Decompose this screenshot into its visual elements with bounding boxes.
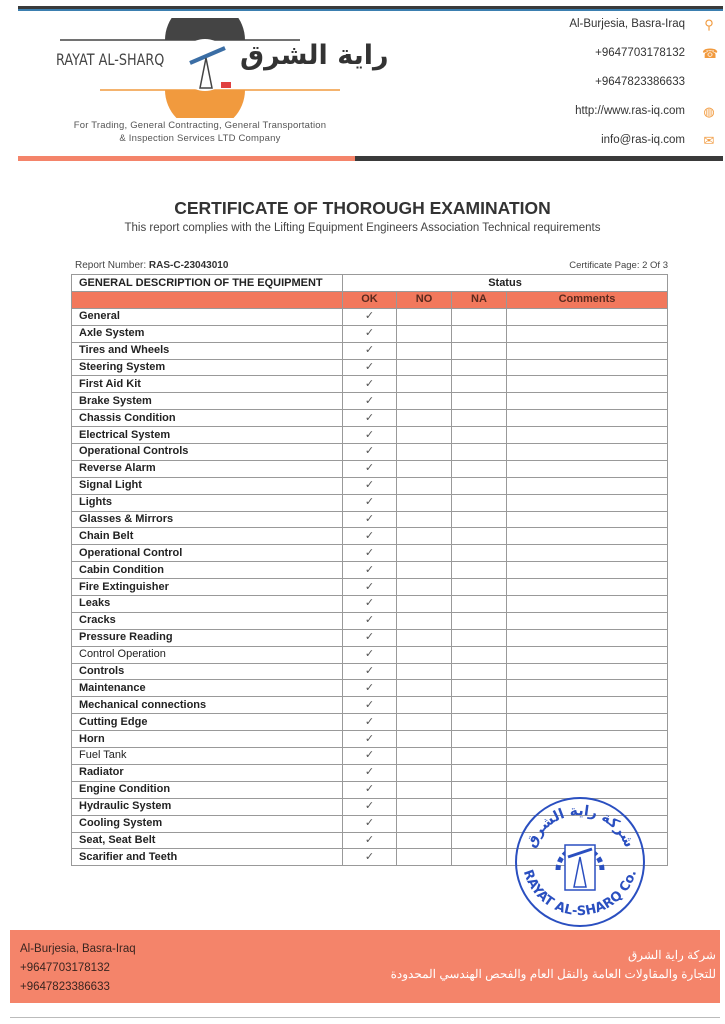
ok-cell: ✓ [343,511,397,528]
tagline-line: & Inspection Services LTD Company [119,133,281,144]
item-name: Cabin Condition [72,562,343,579]
contact-phone-2: +9647823386633 [595,76,685,88]
item-name: First Aid Kit [72,376,343,393]
no-cell [397,629,452,646]
footer-arabic-description: للتجارة والمقاولات العامة والنقل العام والفحص الهندسي المحدودة [390,967,716,981]
ok-cell: ✓ [343,849,397,866]
ok-cell: ✓ [343,663,397,680]
ok-cell: ✓ [343,562,397,579]
footer-address: Al-Burjesia, Basra-Iraq [20,943,136,955]
table-row [72,359,668,376]
no-cell [397,393,452,410]
na-cell [452,748,507,765]
na-cell [452,325,507,342]
no-cell [397,663,452,680]
page-title: CERTIFICATE OF THOROUGH EXAMINATION [174,198,551,218]
contact-phone-1: +9647703178132 [595,47,685,59]
na-cell [452,444,507,461]
na-cell [452,663,507,680]
no-cell [397,460,452,477]
no-cell [397,308,452,325]
comments-cell [507,646,668,663]
status-header: Status [343,275,668,292]
item-name: Fire Extinguisher [72,579,343,596]
no-cell [397,579,452,596]
comments-cell [507,731,668,748]
table-row [72,393,668,410]
item-name: Lights [72,494,343,511]
status-columns-row [72,292,668,309]
na-cell [452,562,507,579]
comments-cell [507,714,668,731]
item-name: Fuel Tank [72,748,343,765]
certificate-page-info: Certificate Page: 2 Of 3 [569,260,668,271]
na-cell [452,308,507,325]
comments-cell [507,359,668,376]
item-name: Chassis Condition [72,410,343,427]
footer-contact [20,940,136,997]
no-cell [397,359,452,376]
na-cell [452,579,507,596]
na-cell [452,612,507,629]
comments-cell [507,427,668,444]
na-cell [452,393,507,410]
logo-text-ar: راية الشرق [240,40,389,71]
ok-cell: ✓ [343,477,397,494]
item-name: General [72,308,343,325]
no-cell [397,697,452,714]
comments-cell [507,545,668,562]
phone-icon: ☎ [702,46,719,61]
table-row [72,579,668,596]
envelope-icon: ✉ [703,133,715,148]
table-row [72,629,668,646]
table-row [72,714,668,731]
table-row [72,376,668,393]
comments-cell [507,629,668,646]
no-cell [397,832,452,849]
no-cell [397,528,452,545]
ok-cell: ✓ [343,629,397,646]
comments-cell [507,748,668,765]
no-cell [397,680,452,697]
no-cell [397,714,452,731]
na-cell [452,596,507,613]
item-name: Horn [72,731,343,748]
table-row [72,308,668,325]
no-cell [397,477,452,494]
item-name: Maintenance [72,680,343,697]
comments-cell [507,444,668,461]
na-cell [452,376,507,393]
ok-cell: ✓ [343,815,397,832]
ok-cell: ✓ [343,612,397,629]
item-name: Chain Belt [72,528,343,545]
comments-cell [507,308,668,325]
item-name: Pressure Reading [72,629,343,646]
ok-cell: ✓ [343,697,397,714]
comments-cell [507,342,668,359]
table-row [72,612,668,629]
na-cell [452,849,507,866]
no-cell [397,410,452,427]
na-cell [452,781,507,798]
ok-cell: ✓ [343,832,397,849]
comments-cell [507,764,668,781]
no-cell [397,596,452,613]
company-stamp [510,795,650,930]
page-subtitle: This report complies with the Lifting Equipment Engineers Association Technical requirements [124,222,601,234]
na-cell [452,832,507,849]
ok-cell: ✓ [343,359,397,376]
no-cell [397,731,452,748]
contact-address: Al-Burjesia, Basra-Iraq [569,18,685,30]
item-name: Brake System [72,393,343,410]
table-header-row [72,275,668,292]
item-name: Glasses & Mirrors [72,511,343,528]
na-cell [452,697,507,714]
footer-arabic-company [391,946,716,984]
globe-icon: ◍ [703,104,715,119]
item-name: Scarifier and Teeth [72,849,343,866]
comments-cell [507,511,668,528]
na-cell [452,646,507,663]
header-bottom-bar-orange [18,156,355,161]
comments-cell [507,562,668,579]
na-cell [452,731,507,748]
header-top-bar [18,6,723,11]
no-cell [397,511,452,528]
no-cell [397,342,452,359]
ok-cell: ✓ [343,731,397,748]
item-name: Seat, Seat Belt [72,832,343,849]
item-name: Engine Condition [72,781,343,798]
item-name: Mechanical connections [72,697,343,714]
no-cell [397,427,452,444]
footer-phone-2: +9647823386633 [20,981,110,993]
item-name: Leaks [72,596,343,613]
ok-cell: ✓ [343,798,397,815]
no-cell [397,444,452,461]
na-cell [452,410,507,427]
table-row [72,562,668,579]
comments-cell [507,663,668,680]
na-cell [452,815,507,832]
table-row [72,342,668,359]
na-cell [452,460,507,477]
ok-cell: ✓ [343,494,397,511]
no-cell [397,494,452,511]
table-row [72,596,668,613]
table-row [72,731,668,748]
comments-cell [507,596,668,613]
item-name: Hydraulic System [72,798,343,815]
report-number [75,260,228,271]
ok-cell: ✓ [343,596,397,613]
ok-cell: ✓ [343,376,397,393]
desc-header: GENERAL DESCRIPTION OF THE EQUIPMENT [72,275,343,292]
comments-cell [507,579,668,596]
na-cell [452,798,507,815]
contact-email[interactable]: info@ras-iq.com [601,134,685,146]
svg-text:RAYAT AL-SHARQ Co.: RAYAT AL-SHARQ Co. [519,867,641,920]
company-tagline [40,119,360,145]
item-name: Axle System [72,325,343,342]
contact-website[interactable]: http://www.ras-iq.com [575,105,685,117]
comments-cell [507,612,668,629]
na-cell [452,494,507,511]
no-cell [397,646,452,663]
no-cell [397,849,452,866]
ok-cell: ✓ [343,410,397,427]
table-row [72,477,668,494]
na-cell [452,477,507,494]
item-name: Cooling System [72,815,343,832]
item-name: Controls [72,663,343,680]
na-cell [452,714,507,731]
table-row [72,663,668,680]
ok-cell: ✓ [343,714,397,731]
table-row [72,646,668,663]
comments-cell [507,460,668,477]
table-row [72,528,668,545]
item-name: Signal Light [72,477,343,494]
table-row [72,680,668,697]
no-cell [397,325,452,342]
item-name: Cutting Edge [72,714,343,731]
no-cell [397,376,452,393]
ok-cell: ✓ [343,393,397,410]
comments-cell [507,376,668,393]
ok-cell: ✓ [343,781,397,798]
na-cell [452,511,507,528]
table-row [72,748,668,765]
report-number-value: RAS-C-23043010 [148,260,229,271]
item-name: Operational Controls [72,444,343,461]
na-cell [452,342,507,359]
table-row [72,545,668,562]
table-row [72,511,668,528]
col-na: NA [452,292,507,309]
table-row [72,444,668,461]
item-name: Control Operation [72,646,343,663]
col-comments: Comments [507,292,668,309]
ok-cell: ✓ [343,444,397,461]
item-name: Reverse Alarm [72,460,343,477]
item-name: Tires and Wheels [72,342,343,359]
na-cell [452,545,507,562]
no-cell [397,815,452,832]
comments-cell [507,393,668,410]
table-row [72,325,668,342]
no-cell [397,748,452,765]
table-row [72,427,668,444]
inspection-table [71,274,668,866]
item-name: Steering System [72,359,343,376]
table-row [72,697,668,714]
comments-cell [507,410,668,427]
ok-cell: ✓ [343,528,397,545]
location-pin-icon: ⚲ [704,17,714,32]
header-bottom-bar-dark [355,156,723,161]
na-cell [452,680,507,697]
item-name: Cracks [72,612,343,629]
svg-text:شركة راية الشرق: شركة راية الشرق [522,802,638,851]
no-cell [397,545,452,562]
no-cell [397,798,452,815]
table-row [72,460,668,477]
ok-cell: ✓ [343,680,397,697]
comments-cell [507,528,668,545]
table-row [72,764,668,781]
item-name: Radiator [72,764,343,781]
na-cell [452,629,507,646]
no-cell [397,612,452,629]
na-cell [452,427,507,444]
table-row [72,410,668,427]
footer-band [10,930,720,1003]
no-cell [397,764,452,781]
comments-cell [507,697,668,714]
na-cell [452,528,507,545]
comments-cell [507,325,668,342]
ok-cell: ✓ [343,764,397,781]
no-cell [397,781,452,798]
col-ok: OK [343,292,397,309]
item-name: Operational Control [72,545,343,562]
report-number-label: Report Number: [75,260,147,271]
ok-cell: ✓ [343,579,397,596]
ok-cell: ✓ [343,342,397,359]
comments-cell [507,680,668,697]
comments-cell [507,494,668,511]
table-row [72,494,668,511]
ok-cell: ✓ [343,545,397,562]
footer-divider [10,1017,720,1018]
ok-cell: ✓ [343,308,397,325]
tagline-line: For Trading, General Contracting, General Transportation [73,120,327,131]
ok-cell: ✓ [343,748,397,765]
no-cell [397,562,452,579]
na-cell [452,764,507,781]
col-no: NO [397,292,452,309]
comments-cell [507,477,668,494]
ok-cell: ✓ [343,325,397,342]
footer-phone-1: +9647703178132 [20,962,110,974]
item-name: Electrical System [72,427,343,444]
footer-arabic-name: شركة راية الشرق [627,948,716,962]
blank-header-cell [72,292,343,309]
logo-text-en: RAYAT AL-SHARQ [56,50,165,69]
ok-cell: ✓ [343,427,397,444]
ok-cell: ✓ [343,646,397,663]
ok-cell: ✓ [343,460,397,477]
na-cell [452,359,507,376]
